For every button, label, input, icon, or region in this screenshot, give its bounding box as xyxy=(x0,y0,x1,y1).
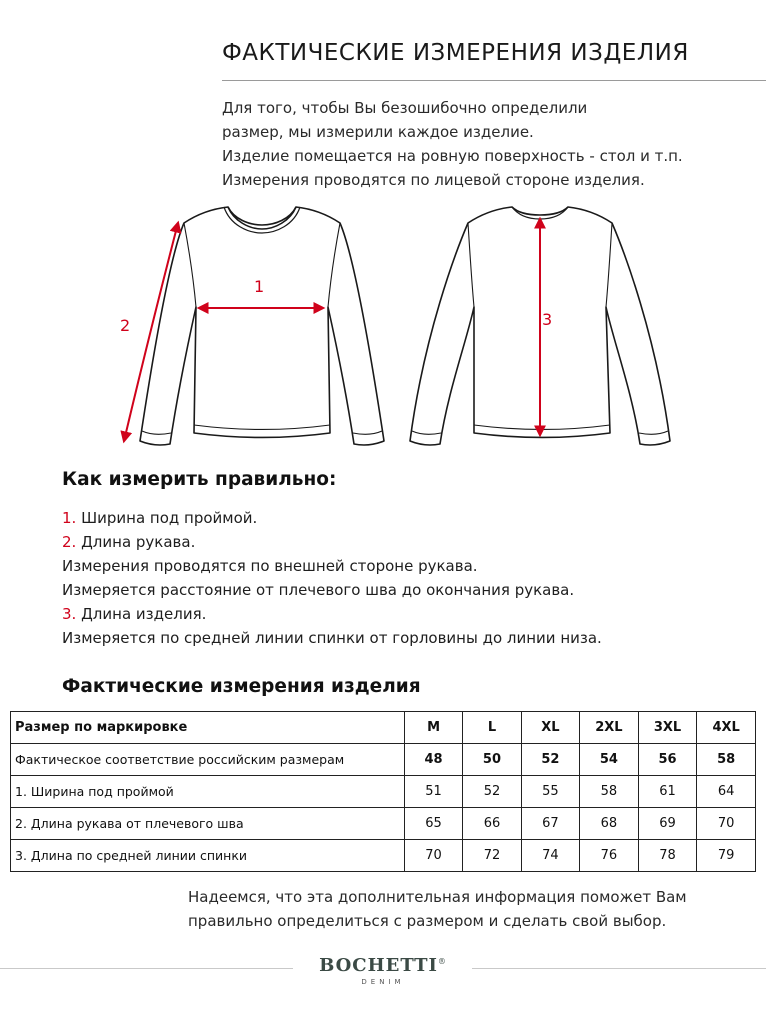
row-label: 3. Длина по средней линии спинки xyxy=(11,840,405,872)
howto-text: Измеряется расстояние от плечевого шва до окончания рукава. xyxy=(62,581,575,599)
table-cell: 74 xyxy=(521,840,579,872)
table-cell: 61 xyxy=(638,776,697,808)
howto-item xyxy=(62,554,602,578)
table-cell: 69 xyxy=(638,808,697,840)
table-cell: 64 xyxy=(697,776,756,808)
row-label: 2. Длина рукава от плечевого шва xyxy=(11,808,405,840)
title-divider xyxy=(222,80,766,81)
registered-mark: ® xyxy=(437,957,447,966)
size-header-cell: 2XL xyxy=(580,712,639,744)
measure-label-3: 3 xyxy=(542,310,553,329)
row-label: Фактическое соответствие российским размерам xyxy=(11,744,405,776)
table-header-row xyxy=(11,712,756,744)
sweater-front-icon xyxy=(140,207,384,445)
table-cell: 79 xyxy=(697,840,756,872)
howto-num: 2. xyxy=(62,533,77,551)
measure-label-2: 2 xyxy=(120,316,131,335)
row-label: 1. Ширина под проймой xyxy=(11,776,405,808)
size-header-cell: M xyxy=(404,712,462,744)
table-cell: 58 xyxy=(580,776,639,808)
intro-line: Изделие помещается на ровную поверхность - стол и т.п. xyxy=(222,147,683,165)
howto-text: Длина изделия. xyxy=(76,605,207,623)
brand-divider-left xyxy=(0,968,293,969)
size-header-cell: 3XL xyxy=(638,712,697,744)
howto-item xyxy=(62,530,602,554)
footer-note xyxy=(188,885,687,933)
howto-item xyxy=(62,626,602,650)
intro-line: Для того, чтобы Вы безошибочно определили xyxy=(222,99,588,117)
brand-divider-right xyxy=(472,968,766,969)
table-cell: 67 xyxy=(521,808,579,840)
howto-text: Длина рукава. xyxy=(76,533,196,551)
brand-logo xyxy=(300,955,466,986)
table-cell: 70 xyxy=(404,840,462,872)
howto-text: Ширина под проймой. xyxy=(76,509,258,527)
intro-text xyxy=(222,96,762,192)
brand-subtitle: DENIM xyxy=(361,978,405,986)
table-cell: 76 xyxy=(580,840,639,872)
table-cell: 70 xyxy=(697,808,756,840)
howto-item xyxy=(62,602,602,626)
howto-title: Как измерить правильно: xyxy=(62,469,337,490)
howto-num: 1. xyxy=(62,509,77,527)
size-header-cell: L xyxy=(463,712,521,744)
table-cell: 66 xyxy=(463,808,521,840)
table-cell: 78 xyxy=(638,840,697,872)
table-cell: 50 xyxy=(463,744,521,776)
table-cell: 55 xyxy=(521,776,579,808)
table-cell: 68 xyxy=(580,808,639,840)
intro-line: размер, мы измерили каждое изделие. xyxy=(222,123,534,141)
table-cell: 72 xyxy=(463,840,521,872)
measure-line-2 xyxy=(124,223,178,441)
table-row xyxy=(11,744,756,776)
footer-note-line: правильно определиться с размером и сделать свой выбор. xyxy=(188,912,667,930)
table-row xyxy=(11,776,756,808)
table-row xyxy=(11,808,756,840)
intro-line: Измерения проводятся по лицевой стороне изделия. xyxy=(222,171,645,189)
size-table xyxy=(10,711,756,872)
howto-item xyxy=(62,578,602,602)
howto-text: Измеряется по средней линии спинки от горловины до линии низа. xyxy=(62,629,602,647)
howto-text: Измерения проводятся по внешней стороне рукава. xyxy=(62,557,478,575)
howto-num: 3. xyxy=(62,605,77,623)
page-title: ФАКТИЧЕСКИЕ ИЗМЕРЕНИЯ ИЗДЕЛИЯ xyxy=(222,40,689,66)
size-header-cell: XL xyxy=(521,712,579,744)
table-row xyxy=(11,840,756,872)
howto-item xyxy=(62,506,602,530)
table-header-label: Размер по маркировке xyxy=(11,712,405,744)
brand-name: BOCHETTI xyxy=(319,955,438,976)
table-cell: 58 xyxy=(697,744,756,776)
table-cell: 52 xyxy=(521,744,579,776)
table-cell: 54 xyxy=(580,744,639,776)
size-header-cell: 4XL xyxy=(697,712,756,744)
footer-note-line: Надеемся, что эта дополнительная информация поможет Вам xyxy=(188,888,687,906)
measure-label-1: 1 xyxy=(254,277,265,296)
table-title: Фактические измерения изделия xyxy=(62,676,421,697)
table-cell: 56 xyxy=(638,744,697,776)
table-cell: 51 xyxy=(404,776,462,808)
howto-list xyxy=(62,506,602,650)
table-cell: 65 xyxy=(404,808,462,840)
table-cell: 52 xyxy=(463,776,521,808)
table-cell: 48 xyxy=(404,744,462,776)
sweater-illustration xyxy=(0,195,766,465)
